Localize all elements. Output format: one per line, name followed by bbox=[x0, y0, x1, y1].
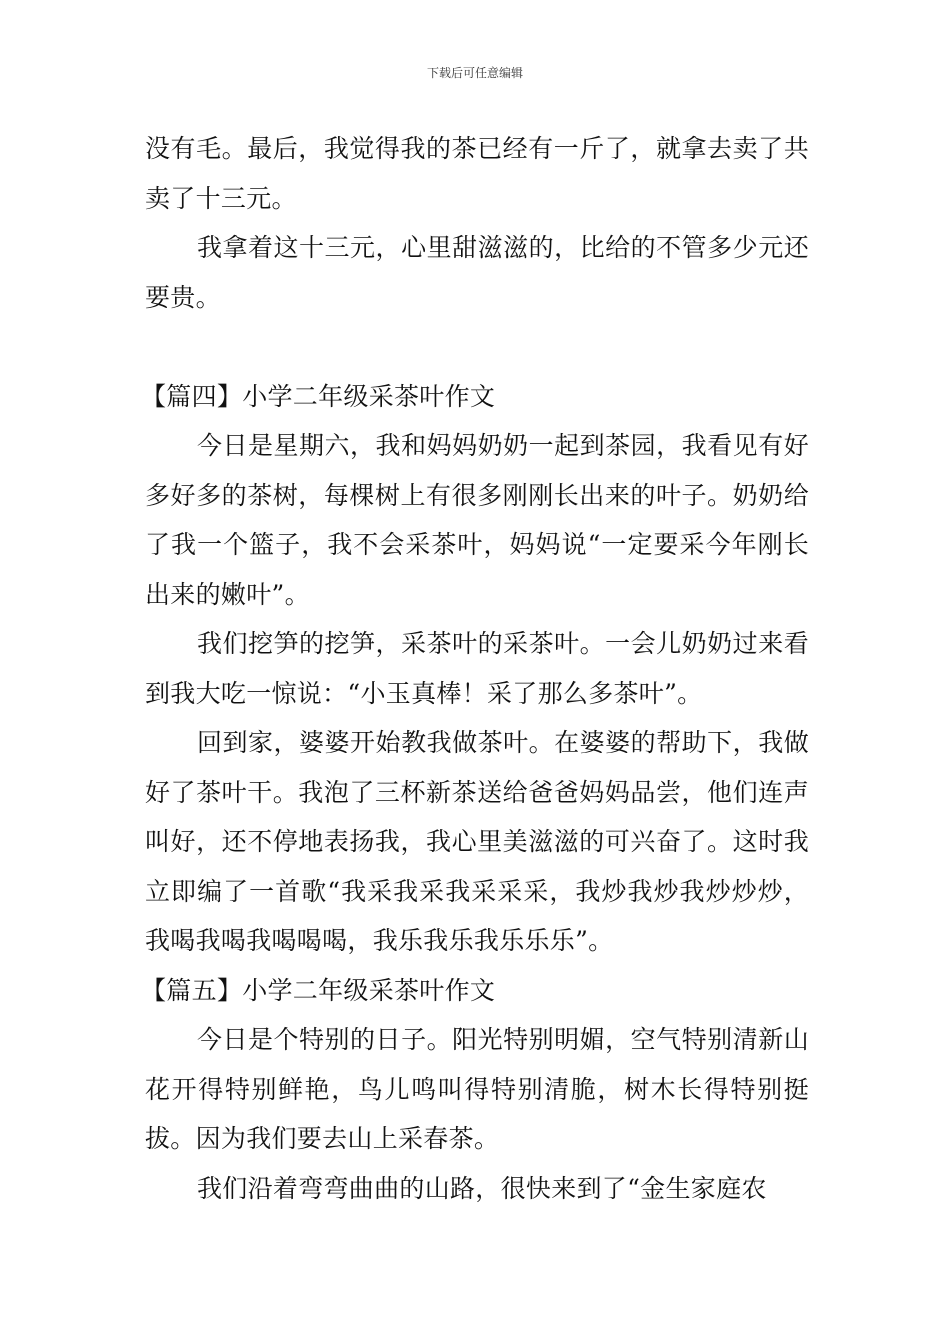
spacer bbox=[145, 322, 809, 372]
paragraph: 今日是星期六，我和妈妈奶奶一起到茶园，我看见有好多好多的茶树，每棵树上有很多刚刚长出来的叶子。奶奶给了我一个篮子，我不会采茶叶，妈妈说“一定要采今年刚长出来的嫩叶”。 bbox=[145, 431, 809, 609]
paragraph: 没有毛。最后，我觉得我的茶已经有一斤了，就拿去卖了共卖了十三元。 bbox=[145, 134, 809, 213]
section-heading: 【篇四】小学二年级采茶叶作文 bbox=[141, 381, 496, 411]
paragraph: 我拿着这十三元，心里甜滋滋的，比给的不管多少元还要贵。 bbox=[145, 233, 809, 312]
document-body bbox=[141, 124, 809, 1213]
paragraph: 今日是个特别的日子。阳光特别明媚，空气特别清新山花开得特别鲜艳，鸟儿鸣叫得特别清脆，树木长得特别挺拔。因为我们要去山上采春茶。 bbox=[145, 1025, 809, 1153]
paragraph: 我们挖笋的挖笋，采茶叶的采茶叶。一会儿奶奶过来看到我大吃一惊说：“小玉真棒！采了那么多茶叶”。 bbox=[145, 629, 809, 708]
section-heading: 【篇五】小学二年级采茶叶作文 bbox=[141, 975, 496, 1005]
page-header: 下载后可任意编辑 bbox=[426, 66, 523, 80]
paragraph: 我们沿着弯弯曲曲的山路，很快来到了“金生家庭农 bbox=[197, 1173, 767, 1203]
paragraph: 回到家，婆婆开始教我做茶叶。在婆婆的帮助下，我做好了茶叶干。我泡了三杯新茶送给爸爸妈妈品尝，他们连声叫好，还不停地表扬我，我心里美滋滋的可兴奋了。这时我立即编了一首歌“我采我采我采采采，我炒我炒我炒炒炒，我喝我喝我喝喝喝，我乐我乐我乐乐乐”。 bbox=[145, 728, 809, 955]
